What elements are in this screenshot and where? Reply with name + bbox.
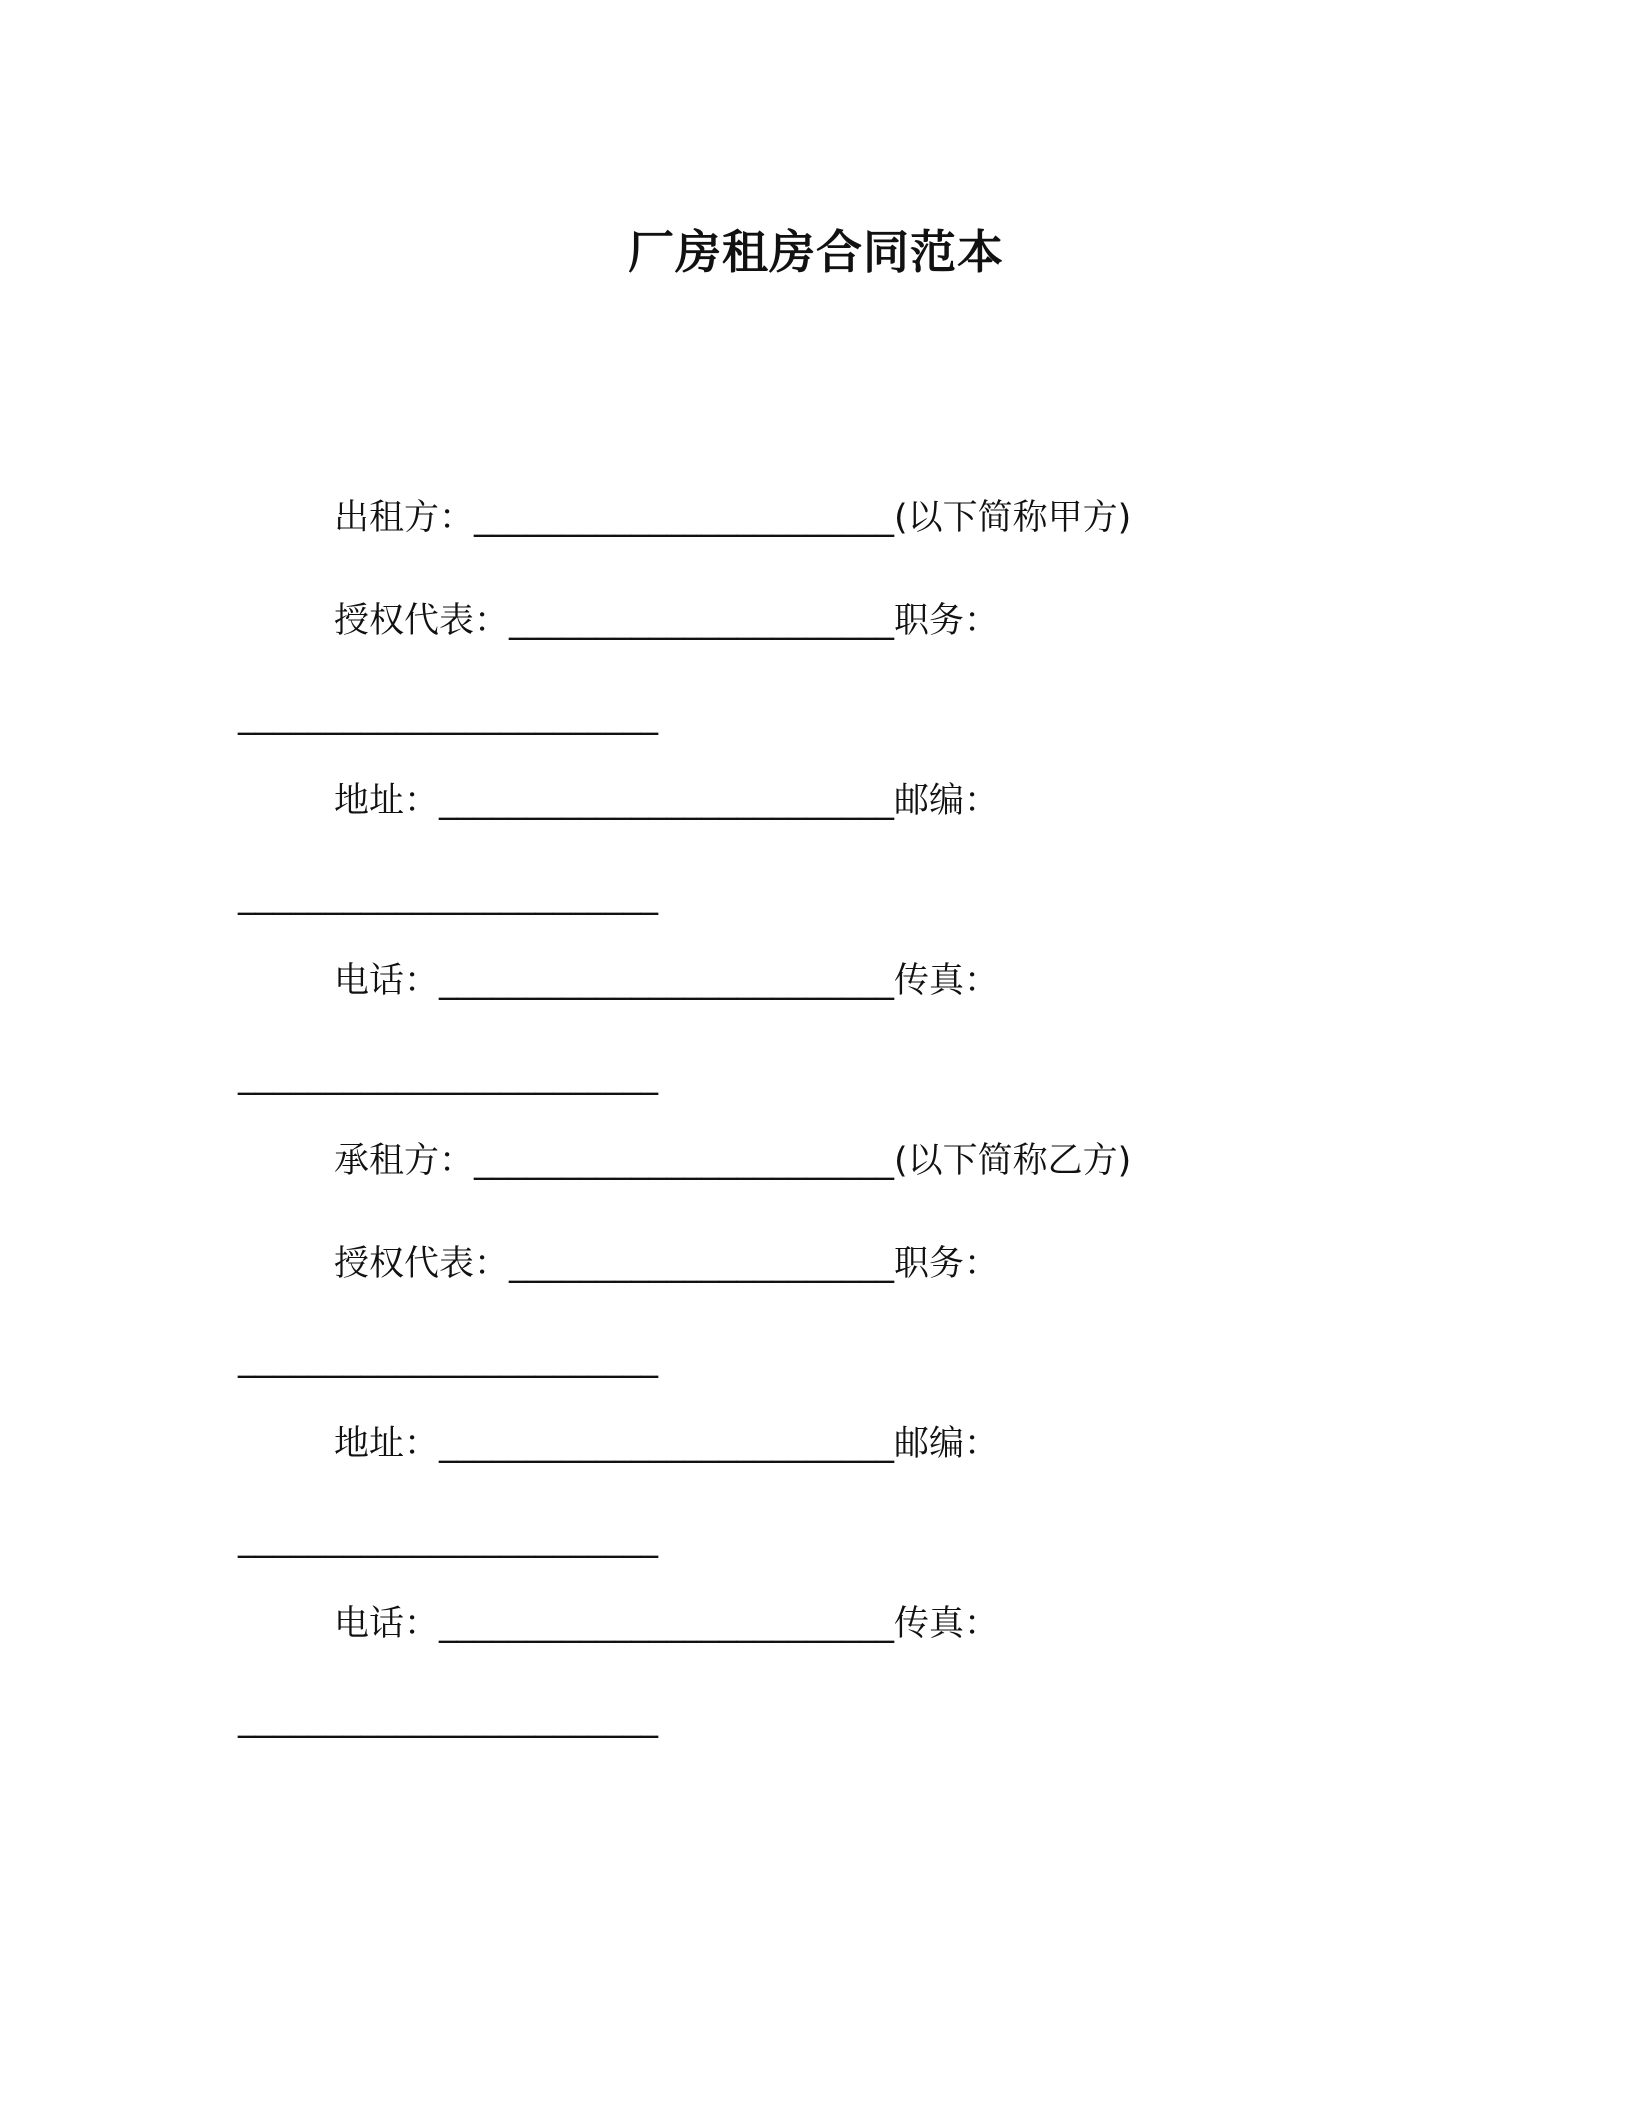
lessee-representative-line: 授权代表：______________________职务： (334, 1244, 1000, 1284)
lessor-line: 出租方：________________________(以下简称甲方) (334, 498, 1132, 538)
lessor-phone-line: 电话：__________________________传真： (334, 961, 1000, 1001)
lessee-postcode-blank: ________________________ (238, 1519, 658, 1559)
lessee-address-line: 地址：__________________________邮编： (334, 1424, 1000, 1464)
document-title: 厂房租房合同范本 (628, 225, 1004, 279)
lessee-fax-blank: ________________________ (238, 1699, 658, 1739)
lessor-postcode-blank: ________________________ (238, 876, 658, 916)
lessor-address-line: 地址：__________________________邮编： (334, 781, 1000, 821)
lessee-phone-line: 电话：__________________________传真： (334, 1604, 1000, 1644)
lessee-position-blank: ________________________ (238, 1339, 658, 1379)
lessor-representative-line: 授权代表：______________________职务： (334, 601, 1000, 641)
lessor-position-blank: ________________________ (238, 696, 658, 736)
lessee-line: 承租方：________________________(以下简称乙方) (334, 1141, 1132, 1181)
lessor-fax-blank: ________________________ (238, 1056, 658, 1096)
